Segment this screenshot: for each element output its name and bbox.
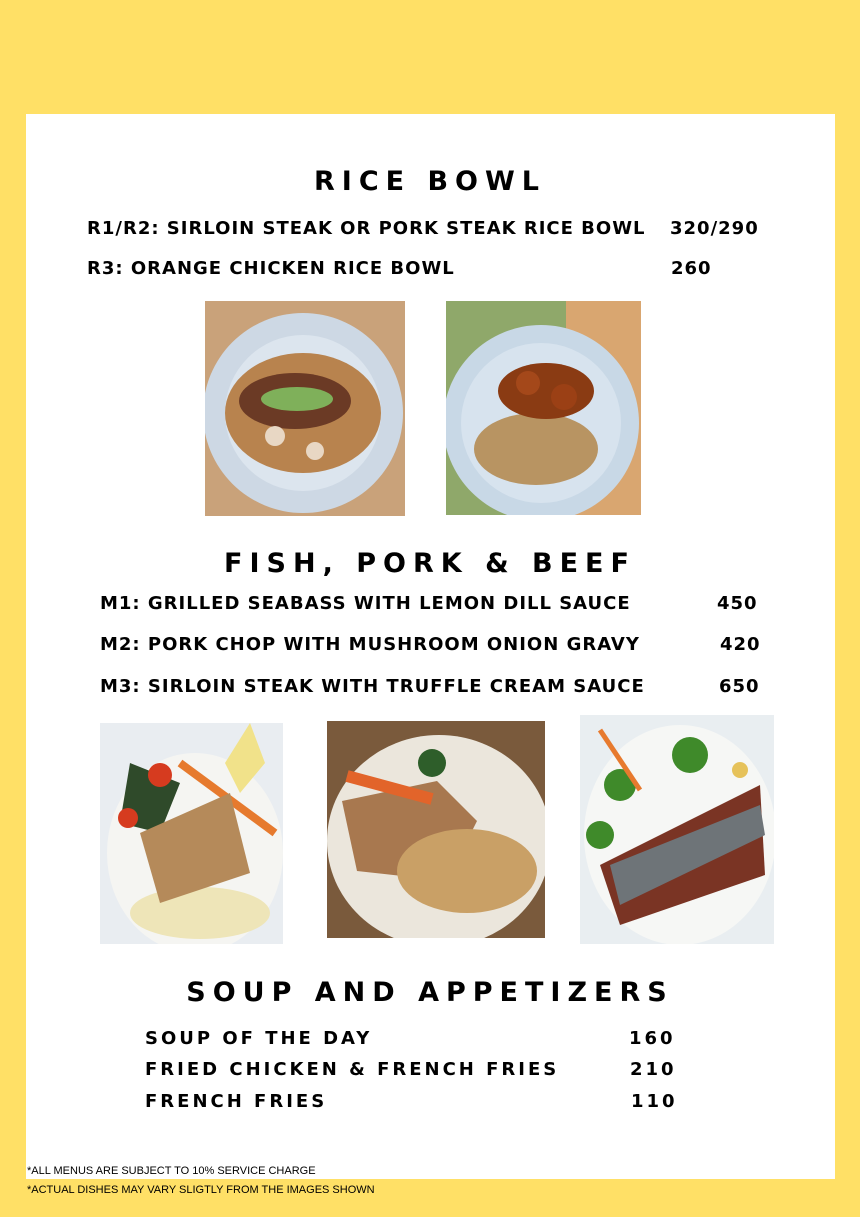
sirloin-steak-photo <box>580 715 774 944</box>
menu-price-soup-of-the-day: 160 <box>629 1028 676 1049</box>
menu-item-m1: M1: GRILLED SEABASS WITH LEMON DILL SAUCE <box>100 593 631 614</box>
disclaimer-note: *ACTUAL DISHES MAY VARY SLIGTLY FROM THE IMAGES SHOWN <box>27 1184 375 1196</box>
menu-price-r1-r2: 320/290 <box>670 218 759 239</box>
menu-price-m1: 450 <box>717 593 758 614</box>
section-title-fish-pork-beef: FISH, PORK & BEEF <box>224 548 636 579</box>
menu-item-soup-of-the-day: SOUP OF THE DAY <box>145 1028 373 1049</box>
menu-item-r1-r2: R1/R2: SIRLOIN STEAK OR PORK STEAK RICE BOWL <box>87 218 646 239</box>
steak-rice-bowl-photo <box>205 301 405 516</box>
menu-price-m2: 420 <box>720 634 761 655</box>
menu-price-r3: 260 <box>671 258 712 279</box>
menu-item-fried-chicken-fries: FRIED CHICKEN & FRENCH FRIES <box>145 1059 560 1080</box>
seabass-photo <box>100 723 283 944</box>
pork-chop-photo <box>327 721 545 938</box>
menu-item-r3: R3: ORANGE CHICKEN RICE BOWL <box>87 258 455 279</box>
menu-price-m3: 650 <box>719 676 760 697</box>
service-charge-note: *ALL MENUS ARE SUBJECT TO 10% SERVICE CHARGE <box>27 1165 316 1177</box>
orange-chicken-rice-bowl-photo <box>446 301 641 515</box>
menu-price-french-fries: 110 <box>631 1091 678 1112</box>
section-title-soup-appetizers: SOUP AND APPETIZERS <box>186 977 674 1008</box>
menu-price-fried-chicken-fries: 210 <box>630 1059 677 1080</box>
section-title-rice-bowl: RICE BOWL <box>313 166 546 197</box>
menu-item-m3: M3: SIRLOIN STEAK WITH TRUFFLE CREAM SAUCE <box>100 676 645 697</box>
menu-item-french-fries: FRENCH FRIES <box>145 1091 328 1112</box>
menu-item-m2: M2: PORK CHOP WITH MUSHROOM ONION GRAVY <box>100 634 640 655</box>
